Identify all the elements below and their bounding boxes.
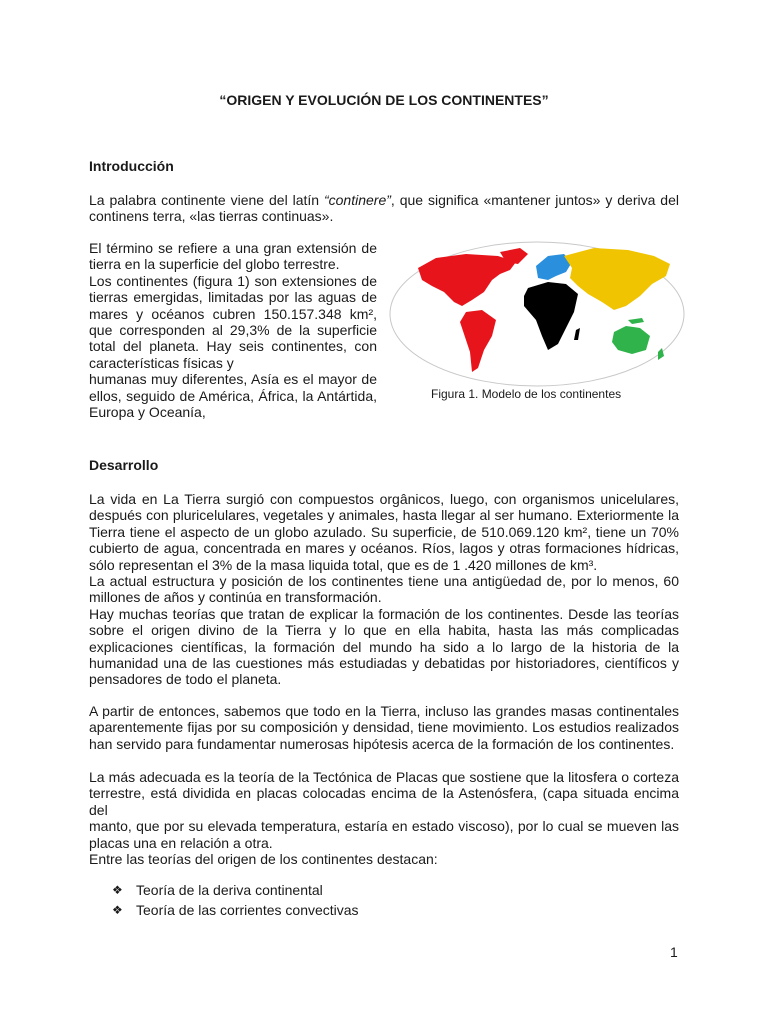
- document-title: “ORIGEN Y EVOLUCIÓN DE LOS CONTINENTES”: [219, 92, 549, 108]
- intro-p1-line-2: continens terra, «las tierras continuas».: [89, 208, 334, 225]
- desarrollo-paragraph-4: [89, 851, 679, 867]
- text-line: Entre las teorías del origen de los continentes destacan:: [89, 851, 438, 867]
- text-line: ellos, seguido de América, África, la Antártida,: [89, 387, 377, 404]
- text-line: características físicas y: [89, 354, 234, 371]
- intro-paragraph-2: [89, 240, 377, 420]
- intro-paragraph-1: [89, 192, 679, 225]
- text-line: La actual estructura y posición de los continentes tiene una antigüedad de, por lo menos, 60: [89, 573, 679, 590]
- page-number: 1: [670, 944, 678, 960]
- text-line: A partir de entonces, sabemos que todo en la Tierra, incluso las grandes masas continentales: [89, 703, 679, 719]
- text-line: sobre el origen divino de la Tierra y lo que en ella habita, hasta las más complicadas: [89, 622, 679, 639]
- text-line: terrestre, está dividida en placas colocadas encima de la Astenósfera, (capa situada encima del: [89, 785, 679, 818]
- text-line: millones de años y continúa en transformación.: [89, 589, 382, 606]
- text-line: La más adecuada es la teoría de la Tectónica de Placas que sostiene que la litosfera o corteza: [89, 769, 679, 785]
- text-line: tierras emergidas, limitadas por las aguas de: [89, 289, 377, 306]
- intro-p1-line-1: La palabra continente viene del latín “continere”, que significa «mantener juntos» y deriva del: [89, 192, 679, 208]
- text-line: tierra en la superficie del globo terrestre.: [89, 256, 340, 273]
- text-line: cubierto de agua, concentrada en mares y océanos. Ríos, lagos y otras formaciones hídricas,: [89, 540, 679, 557]
- text-line: han servido para fundamentar numerosas hipótesis acerca de la formación de los continentes.: [89, 735, 675, 752]
- list-item: ❖ Teoría de la deriva continental: [112, 882, 323, 898]
- text-line: Hay muchas teorías que tratan de explicar la formación de los continentes. Desde las teorías: [89, 605, 679, 622]
- diamond-bullet-icon: ❖: [112, 883, 123, 897]
- text-line: explicaciones científicas, la formación del mundo ha sido a lo largo de la historia de la: [89, 638, 679, 655]
- latin-word: “continere”: [323, 192, 391, 208]
- text-line: que corresponden al 29,3% de la superficie: [89, 322, 377, 339]
- text-line: placas una en relación a otra.: [89, 834, 273, 851]
- text-line: mares y océanos cubren 150.157.348 km²,: [89, 305, 377, 322]
- text-line: aparentemente fijas por su composición y densidad, tiene movimiento. Los estudios realizados: [89, 719, 679, 736]
- text-line: sólo representan el 3% de la masa liquida total, que es de 1 .420 millones de km³.: [89, 556, 598, 573]
- text-line: humanas muy diferentes, Asía es el mayor de: [89, 371, 377, 388]
- heading-desarrollo: Desarrollo: [89, 457, 159, 473]
- text-line: pensadores de todo el planeta.: [89, 671, 282, 688]
- text-line: El término se refiere a una gran extensión de: [89, 240, 377, 256]
- desarrollo-paragraph-3: [89, 769, 679, 851]
- text-line: Tierra tiene el aspecto de un globo azulado. Su superficie, de 510.069.120 km², tiene un 70%: [89, 523, 679, 540]
- heading-introduccion: Introducción: [89, 158, 174, 174]
- text-line: después con pluricelulares, vegetales y animales, hasta llegar al ser humano. Exteriormente la: [89, 507, 679, 524]
- desarrollo-paragraph-1: [89, 491, 679, 688]
- continents-map-figure: [388, 240, 686, 390]
- text-line: total del planeta. Hay seis continentes, con: [89, 338, 377, 355]
- figure-caption: Figura 1. Modelo de los continentes: [431, 387, 622, 401]
- diamond-bullet-icon: ❖: [112, 903, 123, 917]
- desarrollo-paragraph-2: [89, 703, 679, 752]
- text-line: manto, que por su elevada temperatura, estaría en estado viscoso), por lo cual se mueven las: [89, 818, 679, 835]
- list-item: ❖ Teoría de las corrientes convectivas: [112, 902, 359, 918]
- theories-list: [112, 880, 359, 920]
- text-line: humanidad una de las cuestiones más estudiadas y debatidas por historiadores, científicos y: [89, 655, 679, 672]
- text-line: Europa y Oceanía,: [89, 404, 206, 421]
- text-line: Los continentes (figura 1) son extensiones de: [89, 272, 377, 289]
- text-line: La vida en La Tierra surgió con compuestos orgânicos, luego, con organismos unicelulares,: [89, 491, 679, 507]
